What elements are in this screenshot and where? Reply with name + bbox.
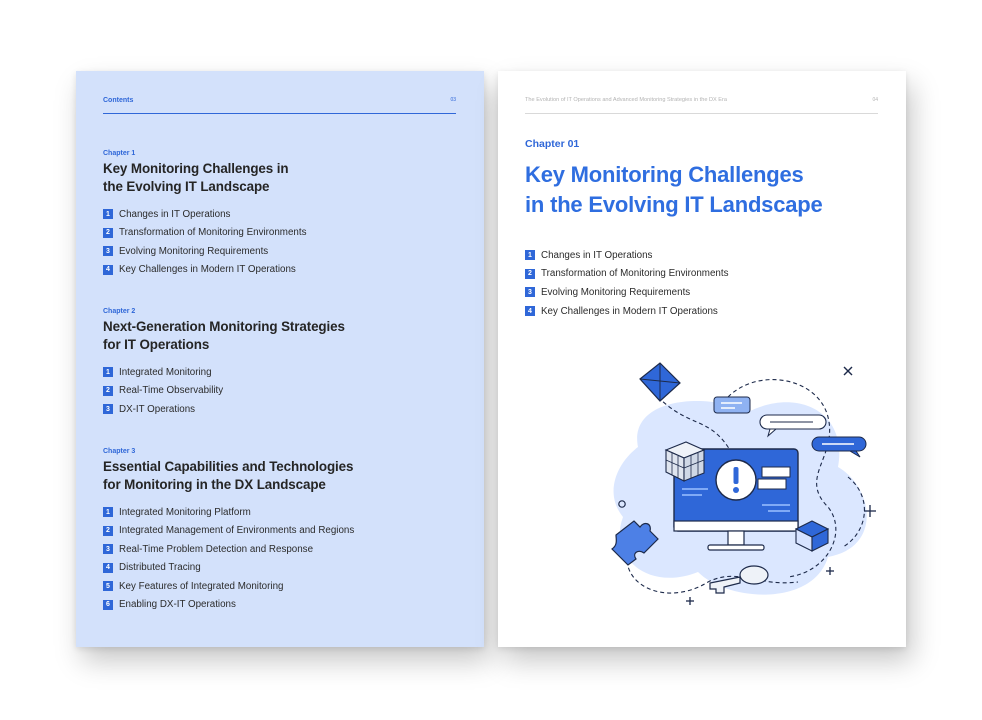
item-text: Integrated Monitoring Platform <box>119 506 251 518</box>
chapter-title-line: in the Evolving IT Landscape <box>525 192 823 217</box>
cube-icon <box>666 442 704 481</box>
item-text: DX-IT Operations <box>119 403 196 415</box>
chapter-title-line: Next-Generation Monitoring Strategies <box>103 319 345 334</box>
chapter-items <box>103 503 463 614</box>
chapter-title-line: the Evolving IT Landscape <box>103 178 270 194</box>
page-header <box>525 97 878 114</box>
chapter-label: Chapter 2 <box>103 308 136 315</box>
chapter-items <box>525 246 885 320</box>
list-item[interactable] <box>103 559 463 578</box>
chapter-title <box>103 318 463 353</box>
chapter-title <box>525 160 885 220</box>
item-text: Integrated Monitoring <box>119 366 212 378</box>
chapter-label: Chapter 01 <box>525 138 580 150</box>
header-title: Contents <box>103 97 134 104</box>
item-number-badge: 4 <box>103 563 113 573</box>
item-number-badge: 1 <box>525 250 535 260</box>
chapter-page <box>498 71 906 647</box>
item-number-badge: 4 <box>525 306 535 316</box>
chapter-label: Chapter 3 <box>103 448 136 455</box>
list-item[interactable] <box>103 400 463 419</box>
item-text: Distributed Tracing <box>119 562 201 574</box>
chapter-title <box>103 160 463 195</box>
item-number-badge: 2 <box>103 526 113 536</box>
item-text: Key Features of Integrated Monitoring <box>119 580 284 592</box>
item-text: Evolving Monitoring Requirements <box>119 245 269 257</box>
item-text: Transformation of Monitoring Environments <box>119 227 307 239</box>
contents-page <box>76 71 484 647</box>
close-icon <box>844 367 852 375</box>
item-number-badge: 3 <box>525 287 535 297</box>
list-item[interactable] <box>103 596 463 615</box>
list-item[interactable] <box>525 283 885 302</box>
diamond-icon <box>640 363 680 401</box>
chapter-title-line: for Monitoring in the DX Landscape <box>103 476 326 492</box>
item-number-badge: 3 <box>103 404 113 414</box>
chapter-title-line: Essential Capabilities and Technologies <box>103 459 354 474</box>
item-number-badge: 3 <box>103 246 113 256</box>
item-number-badge: 2 <box>103 228 113 238</box>
list-item[interactable] <box>103 522 463 541</box>
item-text: Key Challenges in Modern IT Operations <box>541 305 718 317</box>
chapter-title-line: for IT Operations <box>103 336 210 352</box>
item-text: Changes in IT Operations <box>541 249 653 261</box>
list-item[interactable] <box>103 382 463 401</box>
item-text: Enabling DX-IT Operations <box>119 599 236 611</box>
chapter-title-line: Key Monitoring Challenges in <box>103 161 289 176</box>
chapter-title-line: Key Monitoring Challenges <box>525 162 804 187</box>
item-number-badge: 5 <box>103 581 113 591</box>
monitoring-illustration <box>598 357 898 617</box>
chapter-items <box>103 205 463 279</box>
item-text: Key Challenges in Modern IT Operations <box>119 264 296 276</box>
list-item[interactable] <box>103 242 463 261</box>
page-number: 03 <box>450 97 456 103</box>
item-text: Real-Time Problem Detection and Response <box>119 543 314 555</box>
chapter-label: Chapter 1 <box>103 150 136 157</box>
chat-bubble-icon <box>714 397 750 413</box>
list-item[interactable] <box>103 224 463 243</box>
list-item[interactable] <box>103 261 463 280</box>
chapter-1-section <box>103 150 463 279</box>
list-item[interactable] <box>103 205 463 224</box>
list-item[interactable] <box>525 265 885 284</box>
item-number-badge: 3 <box>103 544 113 554</box>
item-text: Integrated Management of Environments and Regions <box>119 525 355 537</box>
list-item[interactable] <box>525 302 885 321</box>
item-number-badge: 1 <box>103 209 113 219</box>
header-title: The Evolution of IT Operations and Advanced Monitoring Strategies in the DX Era <box>525 97 728 103</box>
item-text: Evolving Monitoring Requirements <box>541 286 691 298</box>
list-item[interactable] <box>103 577 463 596</box>
item-text: Transformation of Monitoring Environments <box>541 268 729 280</box>
item-number-badge: 2 <box>525 269 535 279</box>
page-header <box>103 97 456 114</box>
list-item[interactable] <box>103 540 463 559</box>
item-number-badge: 6 <box>103 600 113 610</box>
list-item[interactable] <box>525 246 885 265</box>
chapter-intro <box>525 138 885 320</box>
list-item[interactable] <box>103 363 463 382</box>
chapter-title <box>103 458 463 493</box>
item-text: Changes in IT Operations <box>119 208 231 220</box>
item-number-badge: 4 <box>103 265 113 275</box>
item-number-badge: 1 <box>103 367 113 377</box>
chapter-items <box>103 363 463 419</box>
item-text: Real-Time Observability <box>119 385 224 397</box>
page-number: 04 <box>872 97 878 103</box>
list-item[interactable] <box>103 503 463 522</box>
chapter-2-section <box>103 308 463 419</box>
item-number-badge: 1 <box>103 507 113 517</box>
chapter-3-section <box>103 448 463 614</box>
item-number-badge: 2 <box>103 386 113 396</box>
